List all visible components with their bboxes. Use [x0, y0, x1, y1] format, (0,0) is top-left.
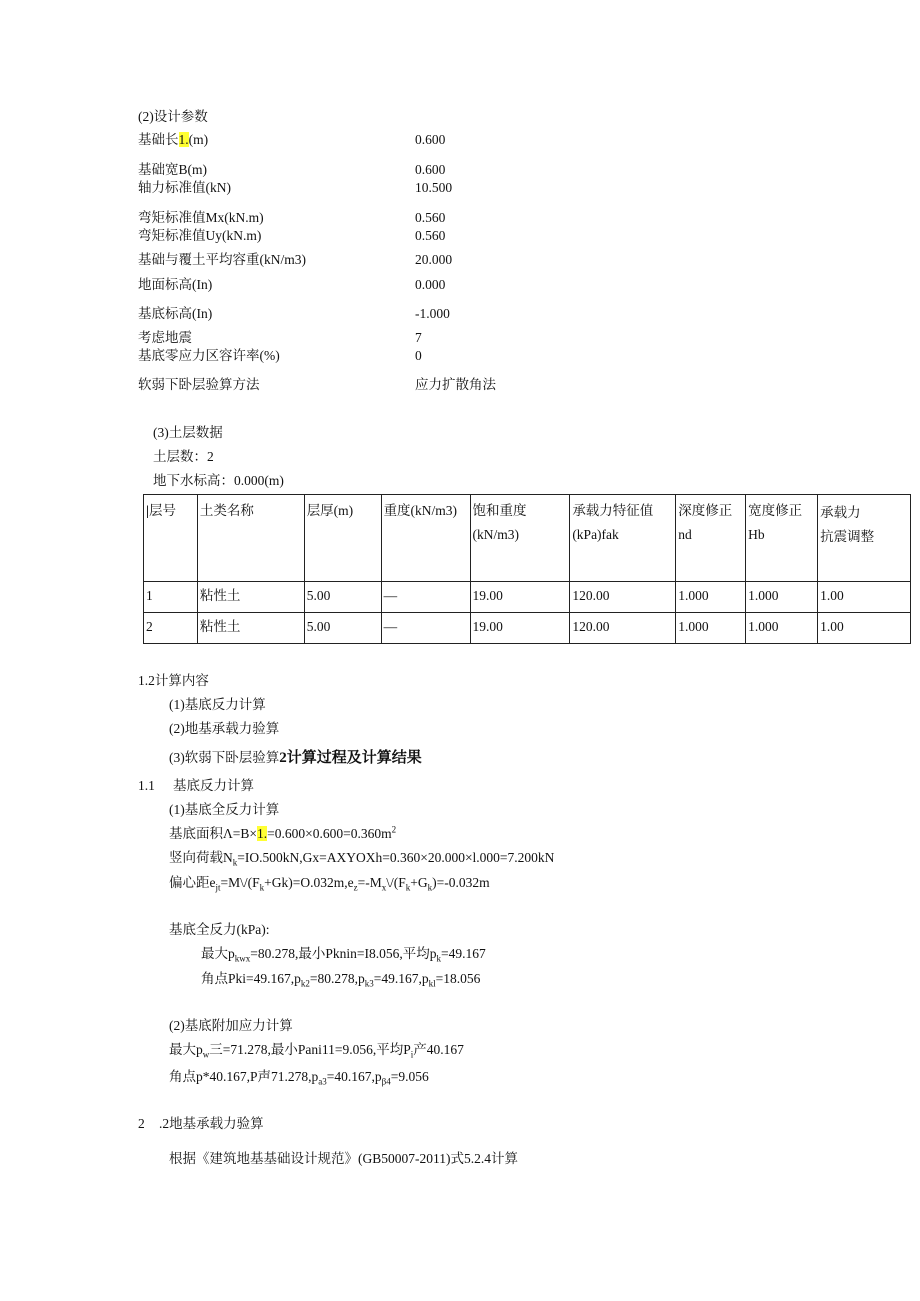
soil-header-seismic-adj-line1: 承载力 [820, 505, 861, 520]
as-corner-a: 角点p*40.167,P声71.278,p [169, 1069, 319, 1084]
soil-header-fak-line1: 承载力特征值 [572, 503, 654, 518]
additional-stress-subheading: (2)基底附加应力计算 [169, 1018, 293, 1033]
param-label-length-pre: 基础长 [138, 132, 179, 147]
ecc-e: \/(F [386, 875, 406, 890]
fr-max-a: 最大p [201, 946, 235, 961]
soil-cell-layer-no: 1 [144, 582, 198, 613]
soil-cell-seismic-adj: 1.00 [818, 613, 911, 644]
as-max-c: 产40.167 [413, 1042, 464, 1057]
ecc-c-sub: z [353, 882, 358, 893]
ecc-b: =M\/(F [220, 875, 260, 890]
soil-table [143, 494, 911, 644]
full-reaction-max-min-avg [201, 946, 486, 962]
ecc-d-sub: x [381, 882, 387, 893]
table-row [144, 582, 911, 613]
fr-max-b-sub: k [436, 953, 441, 964]
param-label-width: 基础宽B(m) [138, 162, 207, 177]
param-label-length [138, 132, 208, 148]
soil-header-soil-type [197, 495, 304, 582]
soil-cell-soil-type: 粘性土 [197, 613, 304, 644]
soil-cell-depth-corr: 1.000 [676, 613, 746, 644]
calc-content-item-3-text: (3)软弱下卧层验算 [169, 750, 280, 765]
fr-corner-b-sub: k3 [364, 978, 374, 989]
section-1-1-number: 1.1 [138, 778, 155, 793]
param-label-zero-stress: 基底零应力区容许率(%) [138, 348, 280, 363]
param-label-mx: 弯矩标准值Mx(kN.m) [138, 210, 264, 225]
soil-cell-depth-corr: 1.000 [676, 582, 746, 613]
soil-header-sat-weight [470, 495, 570, 582]
soil-cell-width-corr: 1.000 [746, 582, 818, 613]
soil-cell-seismic-adj: 1.00 [818, 582, 911, 613]
soil-header-depth-corr-line1: 深度修正 [678, 503, 733, 518]
as-max-a-sub: w [202, 1049, 210, 1060]
param-label-axial: 轴力标准值(kN) [138, 180, 231, 195]
calc-content-item-2: (2)地基承载力验算 [169, 721, 280, 736]
calc-content-item-3 [169, 750, 422, 766]
additional-stress-max-min-avg [169, 1042, 464, 1058]
soil-cell-width-corr: 1.000 [746, 613, 818, 644]
fr-max-a-sub: kwx [234, 953, 251, 964]
as-corner-b-sub: β4 [381, 1076, 391, 1087]
base-area-highlight: 1. [257, 826, 268, 841]
param-label-base-elev: 基底标高(In) [138, 306, 213, 321]
ecc-d: =-M [357, 875, 382, 890]
ecc-e-sub: k [405, 882, 411, 893]
vertical-load-a: 竖向荷载N [169, 850, 233, 865]
ecc-c: +Gk)=O.032m,e [264, 875, 354, 890]
ecc-b-sub: k [259, 882, 265, 893]
soil-cell-unit-weight: — [381, 613, 470, 644]
soil-header-sat-weight-line1: 饱和重度 [472, 503, 527, 518]
as-corner-c: =9.056 [390, 1069, 429, 1084]
as-max-b-sub: i [410, 1049, 414, 1060]
soil-cell-fak: 120.00 [570, 613, 676, 644]
soil-cell-unit-weight: — [381, 582, 470, 613]
param-value-base-elev: -1.000 [415, 306, 450, 321]
param-label-length-highlight: 1. [178, 132, 189, 147]
table-row [144, 613, 911, 644]
soil-cell-sat-weight: 19.00 [470, 613, 570, 644]
soil-header-width-corr-line1: 宽度修正 [748, 503, 803, 518]
ecc-a: 偏心距e [169, 875, 216, 890]
as-max-a: 最大p [169, 1042, 203, 1057]
soil-header-unit-weight [381, 495, 470, 582]
soil-header-depth-corr [676, 495, 746, 582]
as-max-b: 三=71.278,最小Pani11=9.056,平均P [209, 1042, 411, 1057]
param-value-mx: 0.560 [415, 210, 446, 225]
soil-header-layer-no: |层号 [144, 495, 198, 582]
soil-table-header-row [144, 495, 911, 582]
param-value-ground-elev: 0.000 [415, 277, 446, 292]
as-corner-b: =40.167,p [326, 1069, 382, 1084]
section-heading-calc-process: 2计算过程及计算结果 [279, 750, 422, 766]
param-label-length-post: (m) [188, 132, 209, 147]
ecc-g: )=-0.032m [432, 875, 490, 890]
section-2-2-title: .2地基承载力验算 [159, 1116, 264, 1131]
param-value-zero-stress: 0 [415, 348, 422, 363]
vertical-load-formula [169, 850, 554, 866]
calc-content-heading: 1.2计算内容 [138, 673, 209, 688]
fr-corner-c-sub: kl [428, 978, 436, 989]
fr-corner-a-sub: k2 [300, 978, 310, 989]
param-label-ground-elev: 地面标高(In) [138, 277, 213, 292]
vertical-load-b: =IO.500kN,Gx=AXYOXh=0.360×20.000×l.000=7.200kN [237, 850, 555, 865]
param-value-density: 20.000 [415, 252, 453, 267]
base-area-post: =0.600×0.600=0.360m [267, 826, 392, 841]
soil-layer-count: 土层数：2 [153, 449, 214, 464]
soil-cell-sat-weight: 19.00 [470, 582, 570, 613]
fr-max-b: =80.278,最小Pknin=I8.056,平均p [250, 946, 437, 961]
param-label-method: 软弱下卧层验算方法 [138, 377, 260, 392]
ecc-a-sub: jt [215, 882, 221, 893]
additional-stress-corners [169, 1069, 429, 1085]
soil-cell-layer-no: 2 [144, 613, 198, 644]
vertical-load-a-sub: k [232, 857, 238, 868]
full-reaction-heading: 基底全反力(kPa): [169, 922, 270, 937]
fr-corner-a: 角点Pki=49.167,p [201, 971, 301, 986]
calc-content-item-1: (1)基底反力计算 [169, 697, 266, 712]
soil-header-width-corr-line2: Hb [748, 527, 765, 542]
full-reaction-corners [201, 971, 480, 987]
soil-header-layer-no-text: 层号 [148, 503, 176, 518]
soil-groundwater: 地下水标高：0.000(m) [153, 473, 284, 488]
section-2-2-number: 2 [138, 1116, 145, 1131]
base-area-sup: 2 [391, 824, 397, 835]
design-params-heading: (2)设计参数 [138, 109, 208, 124]
soil-cell-soil-type: 粘性土 [197, 582, 304, 613]
ecc-f-sub: k [427, 882, 433, 893]
soil-header-width-corr [746, 495, 818, 582]
param-value-width: 0.600 [415, 162, 446, 177]
section-1-1-title: 基底反力计算 [173, 778, 254, 793]
param-label-density: 基础与覆土平均容重(kN/m3) [138, 252, 306, 267]
base-area-formula [169, 826, 396, 842]
soil-header-thickness [304, 495, 381, 582]
fr-corner-b: =80.278,p [309, 971, 365, 986]
soil-header-seismic-adj [818, 495, 911, 582]
soil-header-thickness-text: 层厚(m) [306, 503, 354, 518]
soil-header-fak-line2: (kPa)fak [572, 527, 619, 542]
fr-corner-c: =49.167,p [373, 971, 429, 986]
soil-cell-thickness: 5.00 [304, 613, 381, 644]
code-basis-text: 根据《建筑地基基础设计规范》(GB50007-2011)式5.2.4计算 [169, 1151, 518, 1166]
ecc-f: +G [410, 875, 428, 890]
soil-header-sat-weight-line2: (kN/m3) [472, 527, 519, 542]
param-value-seismic: 7 [415, 330, 422, 345]
eccentricity-formula [169, 875, 490, 891]
param-value-length: 0.600 [415, 132, 446, 147]
soil-heading: (3)土层数据 [153, 425, 223, 440]
soil-header-soil-type-text: 土类名称 [199, 503, 254, 518]
soil-header-unit-weight-text: 重度(kN/m3) [383, 503, 458, 518]
fr-corner-d: =18.056 [435, 971, 481, 986]
param-value-method: 应力扩散角法 [415, 377, 496, 392]
base-area-pre: 基底面积Λ=B× [169, 826, 258, 841]
param-label-seismic: 考虑地震 [138, 330, 192, 345]
as-corner-a-sub: a3 [318, 1076, 327, 1087]
soil-header-seismic-adj-line2: 抗震调整 [820, 529, 875, 544]
soil-cell-thickness: 5.00 [304, 582, 381, 613]
soil-cell-fak: 120.00 [570, 582, 676, 613]
soil-header-depth-corr-line2: nd [678, 527, 692, 542]
soil-header-fak [570, 495, 676, 582]
param-value-my: 0.560 [415, 228, 446, 243]
param-label-my: 弯矩标准值Uy(kN.m) [138, 228, 262, 243]
param-value-axial: 10.500 [415, 180, 453, 195]
full-reaction-subheading: (1)基底全反力计算 [169, 802, 280, 817]
fr-max-c: =49.167 [440, 946, 486, 961]
